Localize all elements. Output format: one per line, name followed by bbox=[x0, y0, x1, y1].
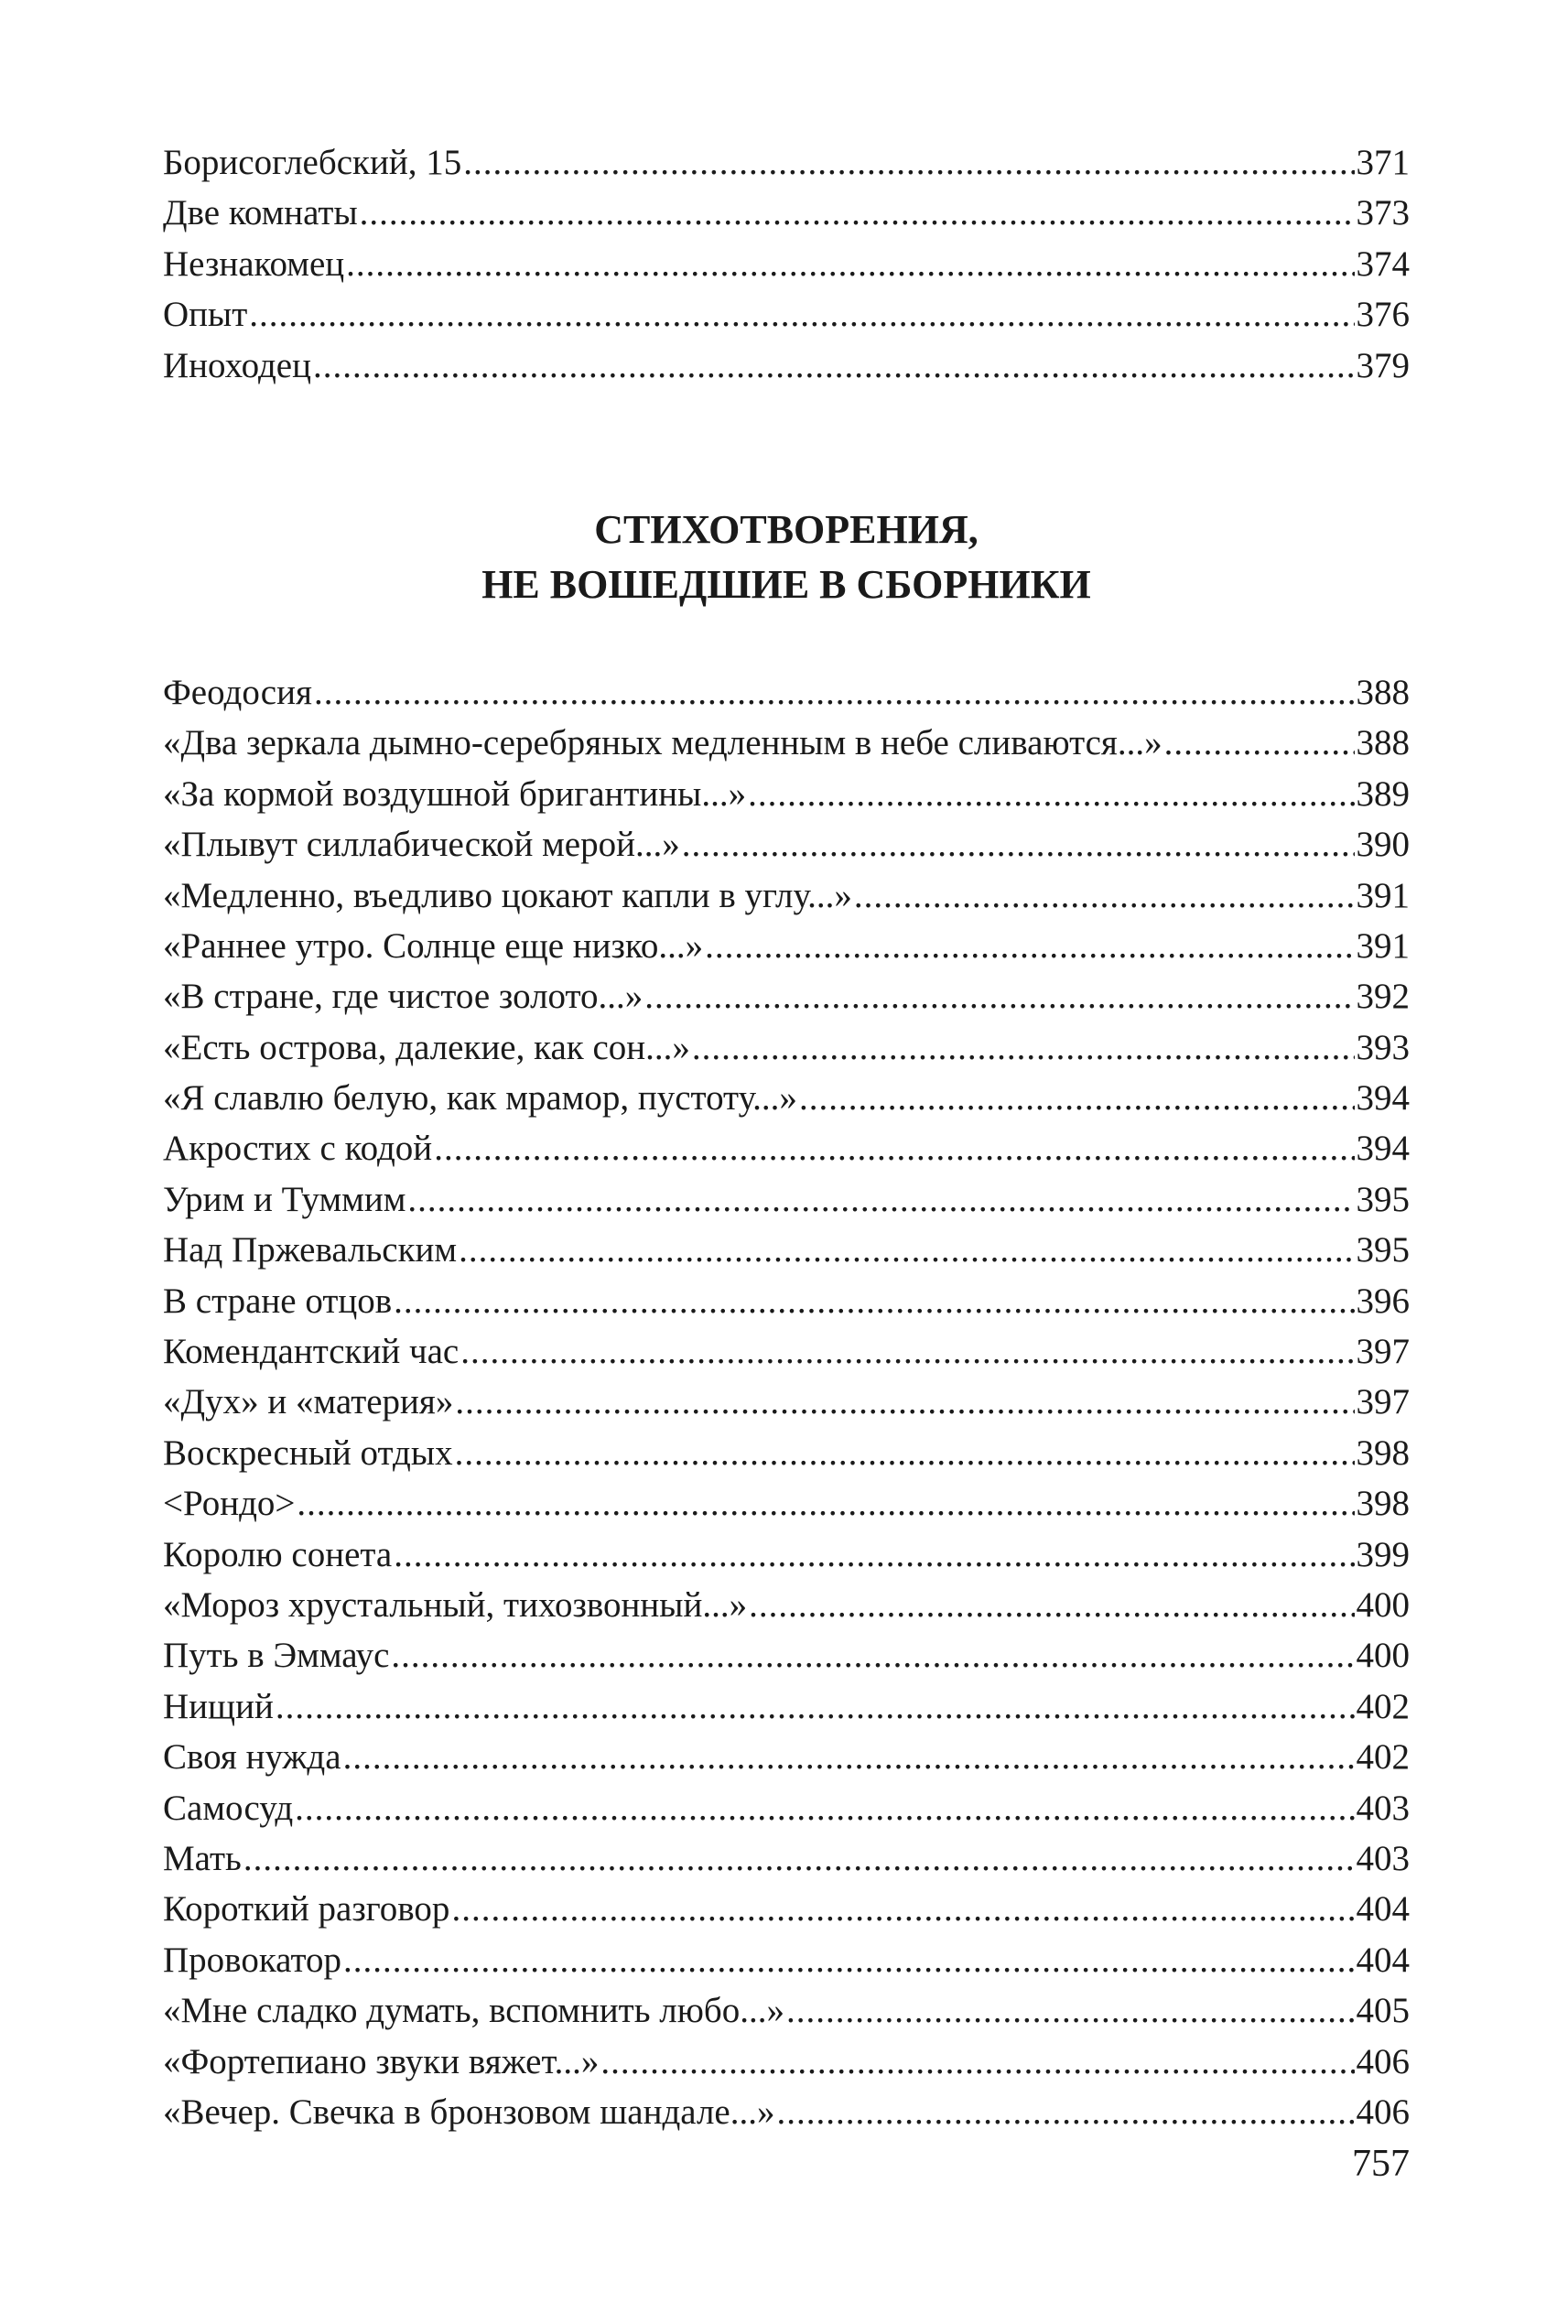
toc-leader-dots bbox=[460, 1326, 1354, 1377]
toc-entry bbox=[163, 1326, 1410, 1377]
toc-leader-dots bbox=[343, 1732, 1355, 1782]
toc-entry bbox=[163, 971, 1410, 1021]
toc-entry-title: Урим и Туммим bbox=[163, 1179, 406, 1219]
toc-entry bbox=[163, 1073, 1410, 1123]
toc-entry-title: «Мороз хрустальный, тихозвонный...» bbox=[163, 1584, 748, 1625]
toc-entry bbox=[163, 769, 1410, 819]
toc-entry bbox=[163, 819, 1410, 870]
toc-entry bbox=[163, 1478, 1410, 1529]
toc-entry bbox=[163, 667, 1410, 718]
toc-entry-page-number: 371 bbox=[1356, 143, 1410, 182]
toc-entry-page-number: 388 bbox=[1356, 672, 1410, 712]
toc-leader-dots bbox=[455, 1377, 1354, 1427]
toc-entry bbox=[163, 1732, 1410, 1782]
toc-entry-page-number: 403 bbox=[1356, 1788, 1410, 1828]
toc-entry-page-number: 398 bbox=[1356, 1484, 1410, 1524]
toc-leader-dots bbox=[407, 1174, 1354, 1225]
toc-entry bbox=[163, 188, 1410, 238]
toc-entry-page-number: 391 bbox=[1356, 875, 1410, 915]
toc-entry-title: «Раннее утро. Солнце еще низко...» bbox=[163, 925, 704, 966]
toc-page bbox=[163, 137, 1410, 2137]
toc-entry-title: Воскресный отдых bbox=[163, 1432, 453, 1473]
toc-entry-title: Короткий разговор bbox=[163, 1889, 450, 1929]
toc-entry bbox=[163, 1123, 1410, 1173]
toc-entry-page-number: 392 bbox=[1356, 977, 1410, 1017]
toc-entry-title: Мать bbox=[163, 1838, 242, 1878]
toc-entry-page-number: 402 bbox=[1356, 1737, 1410, 1778]
toc-entry-title: Комендантский час bbox=[163, 1332, 460, 1372]
toc-entry bbox=[163, 718, 1410, 768]
toc-leader-dots bbox=[692, 1022, 1355, 1073]
toc-leader-dots bbox=[346, 239, 1354, 289]
toc-leader-dots bbox=[682, 819, 1355, 870]
toc-leader-dots bbox=[748, 769, 1354, 819]
toc-list-top bbox=[163, 137, 1410, 391]
toc-leader-dots bbox=[360, 188, 1355, 238]
toc-leader-dots bbox=[249, 289, 1354, 340]
toc-entry bbox=[163, 1530, 1410, 1580]
toc-entry-page-number: 406 bbox=[1356, 2041, 1410, 2081]
section-heading-line-1: СТИХОТВОРЕНИЯ, bbox=[594, 506, 979, 552]
toc-entry-page-number: 399 bbox=[1356, 1534, 1410, 1574]
toc-entry bbox=[163, 1630, 1410, 1681]
toc-entry bbox=[163, 1174, 1410, 1225]
toc-leader-dots bbox=[459, 1225, 1354, 1275]
toc-entry-page-number: 404 bbox=[1356, 1889, 1410, 1929]
toc-entry-page-number: 374 bbox=[1356, 243, 1410, 284]
toc-entry-page-number: 379 bbox=[1356, 345, 1410, 385]
toc-entry bbox=[163, 870, 1410, 921]
toc-entry bbox=[163, 1783, 1410, 1833]
toc-entry-title: Путь в Эммаус bbox=[163, 1636, 390, 1676]
toc-entry-title: В стране отцов bbox=[163, 1281, 393, 1321]
toc-leader-dots bbox=[314, 667, 1355, 718]
toc-entry-page-number: 405 bbox=[1356, 1991, 1410, 2031]
toc-entry-page-number: 406 bbox=[1356, 2092, 1410, 2132]
toc-entry bbox=[163, 1681, 1410, 1732]
toc-entry-title: Феодосия bbox=[163, 672, 312, 712]
toc-entry-page-number: 404 bbox=[1356, 1940, 1410, 1980]
toc-leader-dots bbox=[295, 1783, 1354, 1833]
toc-entry-title: Самосуд bbox=[163, 1788, 294, 1828]
toc-entry-title: Акростих с кодой bbox=[163, 1129, 433, 1169]
toc-entry-page-number: 391 bbox=[1356, 925, 1410, 966]
toc-leader-dots bbox=[243, 1833, 1355, 1884]
toc-entry-title: «В стране, где чистое золото...» bbox=[163, 977, 643, 1017]
toc-entry bbox=[163, 1580, 1410, 1630]
toc-entry-page-number: 395 bbox=[1356, 1230, 1410, 1270]
section-heading bbox=[163, 503, 1410, 612]
toc-entry-title: Незнакомец bbox=[163, 243, 345, 284]
toc-entry-title: Борисоглебский, 15 bbox=[163, 143, 462, 182]
toc-entry-title: Королю сонета bbox=[163, 1534, 393, 1574]
toc-entry-title: Иноходец bbox=[163, 345, 311, 385]
toc-leader-dots bbox=[394, 1530, 1354, 1580]
toc-list-uncollected-poems bbox=[163, 667, 1410, 2137]
toc-entry bbox=[163, 1935, 1410, 1985]
toc-entry-page-number: 393 bbox=[1356, 1027, 1410, 1067]
toc-entry-title: Две комнаты bbox=[163, 193, 358, 233]
toc-leader-dots bbox=[394, 1276, 1354, 1326]
toc-entry bbox=[163, 1833, 1410, 1884]
toc-entry-title: <Рондо> bbox=[163, 1484, 296, 1524]
section-heading-line-2: НЕ ВОШЕДШИЕ В СБОРНИКИ bbox=[481, 561, 1091, 607]
page-number: 757 bbox=[1352, 2143, 1410, 2185]
toc-entry bbox=[163, 2037, 1410, 2087]
toc-entry bbox=[163, 2087, 1410, 2137]
toc-leader-dots bbox=[776, 2087, 1354, 2137]
toc-entry-page-number: 394 bbox=[1356, 1129, 1410, 1169]
toc-entry bbox=[163, 921, 1410, 971]
toc-leader-dots bbox=[451, 1884, 1354, 1934]
toc-entry bbox=[163, 289, 1410, 340]
toc-leader-dots bbox=[434, 1123, 1354, 1173]
toc-entry-title: Над Пржевальским bbox=[163, 1230, 458, 1270]
toc-entry-page-number: 389 bbox=[1356, 773, 1410, 814]
toc-entry-title: «Плывут силлабической мерой...» bbox=[163, 825, 680, 865]
toc-entry-page-number: 388 bbox=[1356, 723, 1410, 763]
toc-entry bbox=[163, 1428, 1410, 1478]
toc-entry-title: Своя нужда bbox=[163, 1737, 341, 1778]
toc-entry-page-number: 400 bbox=[1356, 1584, 1410, 1625]
toc-entry-title: «Фортепиано звуки вяжет...» bbox=[163, 2041, 600, 2081]
toc-entry-title: «Я славлю белую, как мрамор, пустоту...» bbox=[163, 1078, 797, 1119]
toc-entry-page-number: 394 bbox=[1356, 1078, 1410, 1119]
toc-entry-page-number: 400 bbox=[1356, 1636, 1410, 1676]
toc-entry-title: Провокатор bbox=[163, 1940, 341, 1980]
toc-entry bbox=[163, 1276, 1410, 1326]
toc-entry bbox=[163, 1022, 1410, 1073]
toc-entry-title: «За кормой воздушной бригантины...» bbox=[163, 773, 747, 814]
toc-entry-title: «Вечер. Свечка в бронзовом шандале...» bbox=[163, 2092, 775, 2132]
toc-leader-dots bbox=[391, 1630, 1354, 1681]
toc-entry-page-number: 403 bbox=[1356, 1838, 1410, 1878]
toc-entry-page-number: 376 bbox=[1356, 295, 1410, 335]
toc-leader-dots bbox=[799, 1073, 1355, 1123]
toc-entry bbox=[163, 1225, 1410, 1275]
toc-leader-dots bbox=[313, 340, 1355, 391]
toc-entry-page-number: 397 bbox=[1356, 1332, 1410, 1372]
toc-entry-page-number: 398 bbox=[1356, 1432, 1410, 1473]
toc-entry-page-number: 395 bbox=[1356, 1179, 1410, 1219]
toc-leader-dots bbox=[455, 1428, 1355, 1478]
toc-entry bbox=[163, 239, 1410, 289]
toc-entry-title: «Есть острова, далекие, как сон...» bbox=[163, 1027, 690, 1067]
toc-entry-page-number: 373 bbox=[1356, 193, 1410, 233]
toc-entry-page-number: 396 bbox=[1356, 1281, 1410, 1321]
toc-entry-title: «Два зеркала дымно-серебряных медленным в небе сливаются...» bbox=[163, 723, 1162, 763]
toc-leader-dots bbox=[297, 1478, 1354, 1529]
toc-leader-dots bbox=[644, 971, 1354, 1021]
toc-leader-dots bbox=[749, 1580, 1354, 1630]
toc-entry-title: Опыт bbox=[163, 295, 248, 335]
toc-leader-dots bbox=[705, 921, 1354, 971]
toc-entry bbox=[163, 137, 1410, 188]
toc-leader-dots bbox=[463, 137, 1354, 188]
toc-leader-dots bbox=[276, 1681, 1355, 1732]
toc-leader-dots bbox=[343, 1935, 1355, 1985]
toc-entry bbox=[163, 340, 1410, 391]
toc-leader-dots bbox=[600, 2037, 1354, 2087]
toc-leader-dots bbox=[1164, 718, 1355, 768]
toc-entry-title: «Дух» и «материя» bbox=[163, 1382, 454, 1422]
toc-leader-dots bbox=[786, 1985, 1355, 2036]
toc-entry-page-number: 397 bbox=[1356, 1382, 1410, 1422]
toc-entry bbox=[163, 1377, 1410, 1427]
toc-entry-title: «Мне сладко думать, вспомнить любо...» bbox=[163, 1991, 784, 2031]
toc-entry-page-number: 390 bbox=[1356, 825, 1410, 865]
toc-leader-dots bbox=[854, 870, 1355, 921]
toc-entry-title: Нищий bbox=[163, 1686, 274, 1726]
toc-entry-title: «Медленно, въедливо цокают капли в углу...» bbox=[163, 875, 852, 915]
toc-entry-page-number: 402 bbox=[1356, 1686, 1410, 1726]
toc-entry bbox=[163, 1985, 1410, 2036]
toc-entry bbox=[163, 1884, 1410, 1934]
